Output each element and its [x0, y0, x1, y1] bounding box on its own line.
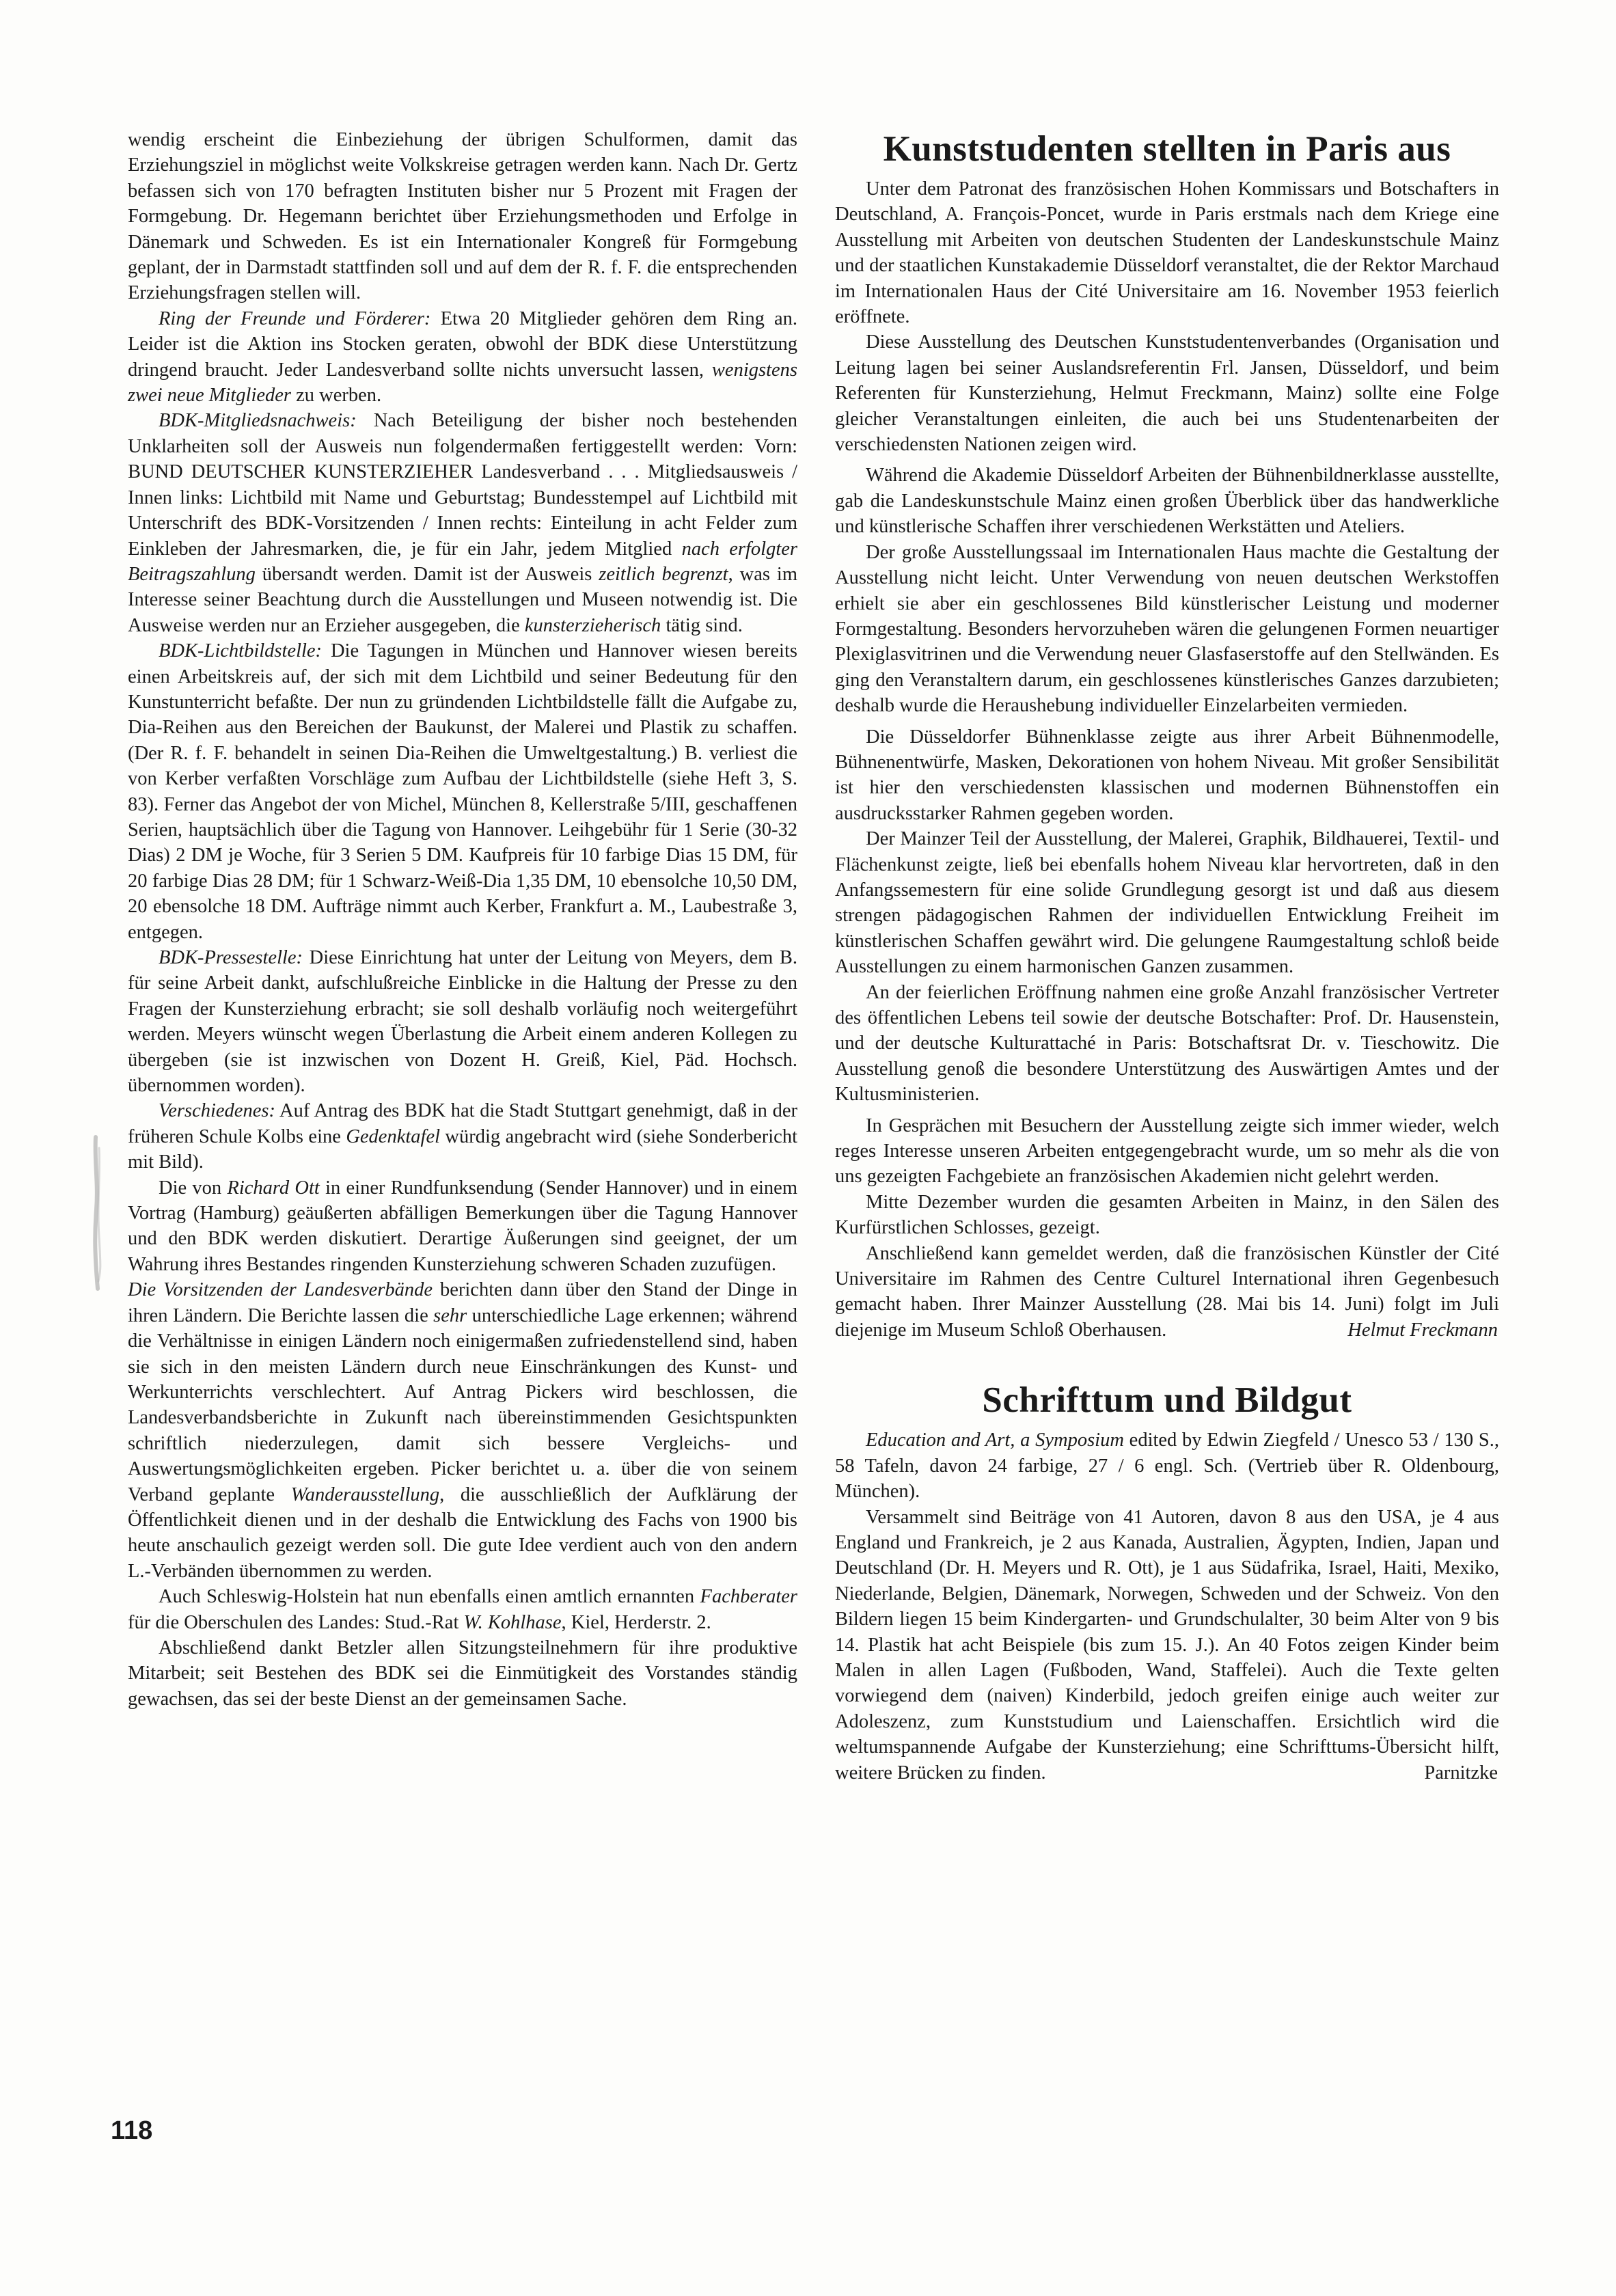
section-title: Schrifttum und Bildgut: [982, 1380, 1352, 1421]
text: unterschiedliche Lage erkennen; während die Verhältnisse in einigen Ländern noch einigermaßen zufriedenstellend sind, haben sie sich in den meisten Ländern durch neue Einschränkungen des Kunst- und Werkunterrichts verschlechtert. Auf Antrag Pickers wird beschlossen, die Landesverbandsberichte in Zukunft nach übereinstimmenden Gesichtspunkten schriftlich niederzulegen, damit sich bessere Vergleichs- und Auswertungsmöglichkeiten ergeben. Picker berichtet u. a. über die von seinem Verband geplante: [128, 1304, 797, 1505]
text: Diese Einrichtung hat unter der Leitung von Meyers, dem B. für seine Arbeit dankt, aufschlußreiche Einblicke in die Haltung der Presse zu den Fragen der Kunsterziehung erbracht; sie soll deshalb vorläufig noch weitergeführt werden. Meyers wünscht wegen Überlastung die Arbeit einem anderen Kollegen zu übergeben (sie ist inzwischen von Dozent H. Greiß, Kiel, Päd. Hochsch. übernommen worden).: [128, 947, 797, 1097]
emphasis: W. Kohlhase: [463, 1611, 562, 1633]
emphasis: Gedenktafel: [346, 1125, 441, 1147]
run-heading: BDK-Pressestelle:: [159, 947, 303, 968]
paragraph: Diese Ausstellung des Deutschen Kunststudentenverbandes (Organisation und Leitung lagen bei seiner Auslandsreferentin Frl. Jansen, Düsseldorf, und beim Referenten für Kunsterziehung, Helmut Freckmann, Mainz) sollte eine Folge gleicher Veranstaltungen einleiten, die auch bei uns Studentenarbeiten der verschiedensten Nationen zeigen wird.: [835, 331, 1499, 456]
text: , die ausschließlich der Aufklärung der Öffentlichkeit dienen und in der deshalb die Entwicklung des Fachs von 1900 bis heute anschaulich gezeigt werden soll. Die gute Idee verdient auch von den andern L.-Verbänden übernommen zu werden.: [128, 1484, 797, 1582]
paragraph: Mitte Dezember wurden die gesamten Arbeiten in Mainz, in den Sälen des Kurfürstlichen Schlosses, gezeigt.: [835, 1191, 1499, 1239]
right-column: [835, 127, 1499, 1786]
book-title: Education and Art, a Symposium: [866, 1430, 1124, 1451]
text: Versammelt sind Beiträge von 41 Autoren, davon 8 aus den USA, je 4 aus England und Frankreich, je 2 aus Kanada, Australien, Ägypten, Indien, Japan und Deutschland (Dr. H. Meyers und R. Ott), je 1 aus Südafrika, Israel, Haiti, Mexiko, Niederlande, Belgien, Dänemark, Norwegen, Schweden und der Schweiz. Von den Bildern liegen 15 beim Kindergarten- und Grundschulalter, 30 beim Alter von 9 bis 14. Plastik hat acht Beispiele (bis zum 15. J.). An 40 Fotos zeigen Kinder beim Malen in allen Lagen (Fußboden, Wand, Staffelei). Auch die Texte gelten vorwiegend dem (naiven) Kinderbild, jedoch greifen einige auch weiter zur Adoleszenz, zum Kunststudium und Laienschaffen. Ersichtlich wird die weltumspannende Aufgabe der Kunsterziehung; eine Schrifttums-Übersicht hilft, weitere Brücken zu finden.: [835, 1506, 1499, 1784]
text: zu werben.: [291, 385, 382, 407]
paragraph: [128, 1175, 797, 1278]
emphasis: Die Vorsitzenden der Landesverbände: [128, 1279, 433, 1301]
text: tätig sind.: [661, 614, 743, 636]
text: Anschließend kann gemeldet werden, daß die französischen Künstler der Cité Universitaire im Rahmen des Centre Culturel International ihren Gegenbesuch gemacht haben. Ihrer Mainzer Ausstellung (28. Mai bis 14. Juni) folgt im Juli diejenige im Museum Schloß Oberhausen.: [835, 1242, 1499, 1341]
text: Etwa 20 Mitglieder gehören dem Ring an. Leider ist die Aktion ins Stocken geraten, obwohl der BDK diese Unterstützung dringend braucht. Jeder Landesverband sollte nichts unversucht lassen,: [128, 308, 797, 381]
emphasis: sehr: [433, 1304, 467, 1326]
text: Die Tagungen in München und Hannover wiesen bereits einen Arbeitskreis auf, der sich mit dem Lichtbild und seiner Bedeutung für den Kunstunterricht befaßte. Der nun zu gründenden Lichtbildstelle fällt die Aufgabe zu, Dia-Reihen aus den Bereichen der Baukunst, der Malerei und Plastik zu schaffen. (Der R. f. F. behandelt in seinen Dia-Reihen die Umweltgestaltung.) B. verliest die von Kerber verfaßten Vorschläge zum Aufbau der Lichtbildstelle (siehe Heft 3, S. 83). Ferner das Angebot der von Michel, München 8, Kellerstraße 5/III, geschaffenen Serien, hauptsächlich über die Tagung von Hannover. Leihgebühr für 1 Serie (30-32 Dias) 2 DM je Woche, für 3 Serien 5 DM. Kaufpreis für 10 farbige Dias 15 DM, für 20 farbige Dias 28 DM; für 1 Schwarz-Weiß-Dia 1,35 DM, 10 ebensolche 10,50 DM, 20 ebensolche 18 DM. Aufträge nimmt auch Kerber, Frankfurt a. M., Laubestraße 3, entgegen.: [128, 640, 797, 943]
paragraph-verschiedenes: [128, 1098, 797, 1175]
paragraph: [835, 1505, 1499, 1786]
run-heading: BDK-Lichtbildstelle:: [159, 640, 323, 662]
left-column: [128, 127, 797, 1712]
paragraph: [835, 1241, 1499, 1343]
text: Auch Schleswig-Holstein hat nun ebenfalls einen amtlich ernannten: [159, 1586, 700, 1608]
text: für die Oberschulen des Landes: Stud.-Rat: [128, 1611, 464, 1633]
paragraph: Unter dem Patronat des französischen Hohen Kommissars und Botschafters in Deutschland, A. François-Poncet, wurde in Paris erstmals nach dem Kriege eine Ausstellung mit Arbeiten von deutschen Studenten der Landeskunstschule Mainz und der staatlichen Kunstakademie Düsseldorf veranstaltet, die der Rektor Marchaud im Internationalen Haus der Cité Universitaire am 16. November 1953 feierlich eröffnete.: [835, 178, 1499, 328]
emphasis: Wanderausstellung: [290, 1484, 440, 1505]
text: in einer Rundfunksendung (Sender Hannover) und in einem Vortrag (Hamburg) geäußerten abfälligen Bemerkungen über die Tagung Hannover und den BDK werden diskutiert. Derartige Äußerungen sind geeignet, der um Wahrung ihres Bestandes ringenden Kunsterziehung schweren Schaden zuzufügen.: [128, 1177, 797, 1275]
emphasis: wenigstens zwei neue Mitglieder: [128, 359, 797, 407]
paragraph: In Gesprächen mit Besuchern der Ausstellung zeigte sich immer wieder, welch reges Interesse unseren Arbeiten entgegengebracht wurde, um so mehr als die von uns gezeigten Fachgebiete an französischen Akademien nicht gelehrt werden.: [835, 1115, 1499, 1188]
text: , Kiel, Herderstr. 2.: [561, 1611, 711, 1633]
paragraph: [128, 1584, 797, 1635]
emphasis: zeitlich begrenzt: [599, 563, 728, 585]
paragraph-pressestelle: [128, 945, 797, 1098]
text: übersandt werden. Damit ist der Ausweis: [255, 563, 599, 585]
text: Nach Beteiligung der bisher noch bestehenden Unklarheiten soll der Ausweis nun folgendermaßen fertiggestellt werden: Vorn: BUND DEUTSCHER KUNSTERZIEHER Landesverband . . . Mitgliedsausweis / Innen links: Lichtbild mit Name und Geburtstag; Bundesstempel auf Lichtbild mit Unterschrift des BDK-Vorsitzenden / Innen rechts: Einteilung in acht Felder zum Einkleben der Jahresmarken, die, je für ein Jahr, jedem Mitglied: [128, 410, 797, 560]
author-signature: Helmut Freckmann: [1347, 1319, 1498, 1341]
text: berichten dann über den Stand der Dinge in ihren Ländern. Die Berichte lassen die: [128, 1279, 798, 1326]
paragraph-ring-der-freunde: [128, 306, 797, 409]
text: würdig angebracht wird (siehe Sonderbericht mit Bild).: [128, 1125, 798, 1173]
paragraph: [835, 1427, 1499, 1504]
emphasis: Richard Ott: [227, 1177, 320, 1199]
run-heading: Verschiedenes:: [159, 1100, 275, 1122]
paragraph: Abschließend dankt Betzler allen Sitzungsteilnehmern für ihre produktive Mitarbeit; seit Bestehen des BDK sei die Einmütigkeit des Vorstandes ständig gewachsen, das sei der beste Dienst an der gemeinsamen Sache.: [128, 1637, 797, 1710]
pencil-margin-mark: [87, 1134, 108, 1292]
emphasis: Fachberater: [700, 1586, 797, 1608]
emphasis: nach erfolgter Beitragszahlung: [128, 538, 797, 585]
article-title: Kunststudenten stellten in Paris aus: [883, 129, 1451, 169]
page-number: 118: [111, 2116, 153, 2145]
text: edited by Edwin Ziegfeld / Unesco 53 / 130 S., 58 Tafeln, davon 24 farbige, 27 / 6 engl. Sch. (Vertrieb über R. Oldenbourg, München).: [835, 1430, 1499, 1503]
text: Die von: [159, 1177, 228, 1199]
paragraph: Der große Ausstellungssaal im Internationalen Haus machte die Gestaltung der Ausstellung nicht leicht. Unter Verwendung von neuen deutschen Werkstoffen erhielt sie aber ein geschlossenes Bild künstlerischer Leistung und moderner Formgestaltung. Besonders hervorzuheben wären die gelungenen Formen neuartiger Plexiglasvitrinen und die Verwendung neuer Glasfaserstoffe auf den Stellwänden. Es ging den Veranstaltern darum, ein geschlossenes künstlerisches Ganzes darzubieten; deshalb wurde die Heraushebung individueller Einzelarbeiten vermieden.: [835, 541, 1499, 717]
paragraph-lichtbildstelle: [128, 638, 797, 945]
paragraph: wendig erscheint die Einbeziehung der übrigen Schulformen, damit das Erziehungsziel in möglichst weite Volkskreise getragen werden kann. Nach Dr. Gertz befassen sich von 170 befragten Instituten bisher nur 5 Prozent mit Fragen der Formgebung. Dr. Hegemann berichtet über Erziehungsmethoden und Erfolge in Dänemark und Schweden. Es ist ein Internationaler Kongreß für Formgebung geplant, der in Darmstadt stattfinden soll und auf dem der R. f. F. die entsprechenden Erziehungsfragen stellen will.: [128, 129, 797, 304]
paragraph: [128, 1277, 797, 1584]
paragraph: Der Mainzer Teil der Ausstellung, der Malerei, Graphik, Bildhauerei, Textil- und Flächenkunst zeigte, ließ bei ebenfalls hohem Niveau klar hervortreten, daß in den Anfangssemestern für eine solide Grundlegung gesorgt ist und daß aus diesem strengen pädagogischen Rahmen der individuellen Entwicklung Freiheit im künstlerischen Schaffen gewährt wird. Die gelungene Raumgestaltung schloß beide Ausstellungen zu einem harmonischen Ganzen zusammen.: [835, 828, 1499, 978]
review-signature: Parnitzke: [1424, 1762, 1498, 1784]
text: Auf Antrag des BDK hat die Stadt Stuttgart genehmigt, daß in der früheren Schule Kolbs eine: [128, 1100, 797, 1147]
paragraph: Während die Akademie Düsseldorf Arbeiten der Bühnenbildnerklasse ausstellte, gab die Landeskunstschule Mainz einen großen Überblick über das handwerkliche und künstlerische Schaffen ihrer verschiedenen Werkstätten und Ateliers.: [835, 465, 1499, 538]
run-heading: Ring der Freunde und Förderer:: [159, 308, 431, 329]
paragraph-mitgliedsnachweis: [128, 408, 797, 638]
emphasis: kunsterzieherisch: [524, 614, 661, 636]
run-heading: BDK-Mitgliedsnachweis:: [159, 410, 357, 432]
text: , was im Interesse seiner Beachtung durch die Ausstellungen und Museen notwendig ist. Die Ausweise werden nur an Erzieher ausgegeben, die: [128, 563, 797, 636]
paragraph: An der feierlichen Eröffnung nahmen eine große Anzahl französischer Vertreter des öffentlichen Lebens teil sowie der deutsche Botschafter: Prof. Dr. Hausenstein, und der deutsche Kulturattaché in Paris: Botschaftsrat Dr. v. Tieschowitz. Die Ausstellung genoß die besondere Unterstützung des Auswärtigen Amtes und der Kultusministerien.: [835, 981, 1499, 1106]
paragraph: Die Düsseldorfer Bühnenklasse zeigte aus ihrer Arbeit Bühnenmodelle, Bühnenentwürfe, Masken, Dekorationen von hohem Niveau. Mit großer Sensibilität ist hier den verschiedensten klassischen und modernen Bühnenstoffen ein ausdrucksstarker Rahmen gegeben worden.: [835, 726, 1499, 824]
